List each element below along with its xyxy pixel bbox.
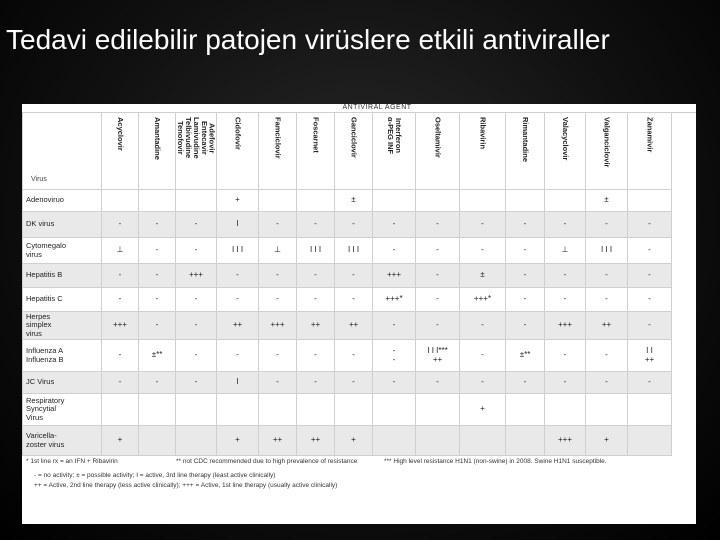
activity-cell: - <box>176 312 217 340</box>
activity-cell: - <box>628 312 672 340</box>
activity-cell: - <box>506 238 545 264</box>
activity-cell: - <box>102 212 139 238</box>
activity-cell: - <box>416 288 460 312</box>
activity-cell <box>176 394 217 426</box>
activity-cell <box>460 190 506 212</box>
activity-cell: I I I <box>335 238 373 264</box>
activity-cell <box>373 394 416 426</box>
footnote-1: * 1st line rx = an IFN + Ribavirin <box>26 458 118 465</box>
activity-cell: - <box>373 212 416 238</box>
activity-cell: - <box>102 372 139 394</box>
table-row <box>23 288 672 312</box>
activity-cell: I I I*** ++ <box>416 340 460 372</box>
activity-cell: ++ <box>297 312 335 340</box>
activity-cell: + <box>586 426 628 456</box>
activity-cell: - <box>460 212 506 238</box>
column-header: Oseltamivir <box>416 113 460 190</box>
activity-cell: I <box>217 372 259 394</box>
activity-cell: - <box>628 238 672 264</box>
activity-cell <box>545 190 586 212</box>
activity-cell <box>217 394 259 426</box>
activity-cell <box>416 426 460 456</box>
activity-cell: - <box>545 288 586 312</box>
virus-name-cell: JC Virus <box>23 372 102 394</box>
activity-cell: - - <box>373 340 416 372</box>
activity-cell: - <box>139 312 176 340</box>
virus-name-cell: Adenoviruo <box>23 190 102 212</box>
activity-cell: - <box>586 264 628 288</box>
virus-name-cell: Respiratory Syncytial Virus <box>23 394 102 426</box>
activity-cell: - <box>416 372 460 394</box>
activity-cell: - <box>373 312 416 340</box>
activity-cell: - <box>102 340 139 372</box>
activity-cell: - <box>176 238 217 264</box>
activity-cell: - <box>139 264 176 288</box>
activity-cell <box>176 426 217 456</box>
activity-cell <box>139 190 176 212</box>
activity-cell: + <box>460 394 506 426</box>
activity-cell <box>297 190 335 212</box>
activity-cell: ±** <box>506 340 545 372</box>
activity-cell: ⊥ <box>102 238 139 264</box>
agent-header: ANTIVIRAL AGENT <box>342 104 412 111</box>
activity-cell: - <box>297 264 335 288</box>
virus-name-cell: Hepatitis C <box>23 288 102 312</box>
column-header: Zanamivir <box>628 113 672 190</box>
activity-cell <box>628 190 672 212</box>
activity-cell <box>506 190 545 212</box>
activity-cell: - <box>297 212 335 238</box>
activity-cell <box>628 426 672 456</box>
activity-cell: I <box>217 212 259 238</box>
activity-cell: - <box>506 312 545 340</box>
activity-cell: ±** <box>139 340 176 372</box>
table-header-row <box>23 113 672 190</box>
virus-name-cell: DK virus <box>23 212 102 238</box>
activity-cell: - <box>297 340 335 372</box>
activity-cell: ± <box>586 190 628 212</box>
activity-cell: - <box>460 340 506 372</box>
activity-cell: - <box>506 264 545 288</box>
table-row <box>23 372 672 394</box>
legend-line-1: - = no activity; ± = possible activity; I = active, 3rd line therapy (least active clinically) <box>34 472 276 479</box>
activity-cell: - <box>335 340 373 372</box>
virus-name-cell: Cytomegalo virus <box>23 238 102 264</box>
virus-name-cell: Herpes simplex virus <box>23 312 102 340</box>
activity-cell: - <box>545 372 586 394</box>
activity-cell: + <box>102 426 139 456</box>
activity-cell: +++ <box>545 312 586 340</box>
activity-cell <box>628 394 672 426</box>
column-header: Cidofovir <box>217 113 259 190</box>
activity-cell: +++* <box>373 288 416 312</box>
table-row <box>23 426 672 456</box>
activity-cell <box>259 394 297 426</box>
activity-cell <box>102 394 139 426</box>
activity-cell: - <box>335 212 373 238</box>
column-header: Adefovir Entecavir Lamivudine Telbivudine Tenofovir <box>176 113 217 190</box>
activity-cell: - <box>586 288 628 312</box>
column-header: Interferon α-PEG INF <box>373 113 416 190</box>
activity-cell: - <box>586 212 628 238</box>
activity-cell: I I I <box>297 238 335 264</box>
table-row <box>23 394 672 426</box>
activity-cell: +++ <box>373 264 416 288</box>
activity-cell: ⊥ <box>259 238 297 264</box>
antiviral-table-image <box>22 104 696 524</box>
activity-cell: - <box>217 288 259 312</box>
activity-cell: - <box>628 372 672 394</box>
activity-cell <box>102 190 139 212</box>
table-row <box>23 212 672 238</box>
activity-cell: - <box>416 264 460 288</box>
activity-cell: I I I <box>217 238 259 264</box>
activity-cell: - <box>545 340 586 372</box>
table-row <box>23 264 672 288</box>
activity-cell: - <box>460 312 506 340</box>
activity-cell: ⊥ <box>545 238 586 264</box>
activity-cell: +++* <box>460 288 506 312</box>
activity-cell: ± <box>460 264 506 288</box>
activity-cell: - <box>217 264 259 288</box>
virus-name-cell: Influenza A Influenza B <box>23 340 102 372</box>
activity-cell <box>373 426 416 456</box>
activity-cell: - <box>139 238 176 264</box>
column-header: Valganciclovir <box>586 113 628 190</box>
virus-column-header: Virus <box>23 113 102 190</box>
activity-cell: I I ++ <box>628 340 672 372</box>
footnote-2: ** not CDC recommended due to high prevalence of resistance <box>176 458 358 465</box>
activity-cell <box>460 426 506 456</box>
activity-cell <box>586 394 628 426</box>
column-header: Ribavirin <box>460 113 506 190</box>
activity-cell: - <box>460 372 506 394</box>
table-body <box>23 190 672 456</box>
activity-cell: - <box>176 212 217 238</box>
activity-cell: - <box>102 288 139 312</box>
antiviral-table <box>22 112 672 456</box>
table-row <box>23 238 672 264</box>
activity-cell: - <box>176 372 217 394</box>
activity-cell: - <box>545 264 586 288</box>
column-header: Ganciclovir <box>335 113 373 190</box>
column-header: Amantadine <box>139 113 176 190</box>
activity-cell: - <box>506 372 545 394</box>
column-header: Valacyclovir <box>545 113 586 190</box>
activity-cell: - <box>297 288 335 312</box>
activity-cell: +++ <box>259 312 297 340</box>
virus-name-cell: Varicella- zoster virus <box>23 426 102 456</box>
activity-cell: I I I <box>586 238 628 264</box>
activity-cell <box>297 394 335 426</box>
activity-cell: - <box>545 212 586 238</box>
activity-cell: - <box>506 212 545 238</box>
activity-cell <box>373 190 416 212</box>
activity-cell: - <box>335 288 373 312</box>
activity-cell: - <box>460 238 506 264</box>
column-header: Acyclovir <box>102 113 139 190</box>
legend-line-2: ++ = Active, 2nd line therapy (less active clinically); +++ = Active, 1st line therapy (usually active clinically) <box>34 482 338 489</box>
activity-cell <box>416 190 460 212</box>
activity-cell: - <box>259 372 297 394</box>
activity-cell: - <box>373 372 416 394</box>
activity-cell <box>259 190 297 212</box>
activity-cell: - <box>259 264 297 288</box>
activity-cell: - <box>259 340 297 372</box>
activity-cell: + <box>217 426 259 456</box>
activity-cell: ± <box>335 190 373 212</box>
slide-title: Tedavi edilebilir patojen virüslere etkili antiviraller <box>6 24 610 55</box>
activity-cell <box>416 394 460 426</box>
activity-cell: - <box>176 288 217 312</box>
activity-cell: ++ <box>335 312 373 340</box>
activity-cell: +++ <box>176 264 217 288</box>
activity-cell: - <box>139 372 176 394</box>
activity-cell: - <box>259 212 297 238</box>
activity-cell <box>139 394 176 426</box>
activity-cell: - <box>102 264 139 288</box>
activity-cell: + <box>217 190 259 212</box>
activity-cell: - <box>335 264 373 288</box>
activity-cell: - <box>628 288 672 312</box>
activity-cell <box>335 394 373 426</box>
activity-cell: - <box>176 340 217 372</box>
activity-cell: - <box>416 212 460 238</box>
activity-cell: - <box>217 340 259 372</box>
virus-name-cell: Hepatitis B <box>23 264 102 288</box>
activity-cell <box>139 426 176 456</box>
activity-cell <box>545 394 586 426</box>
footnote-3: *** High level resistance H1N1 (non-swine) in 2008. Swine H1N1 susceptible. <box>384 458 607 465</box>
activity-cell: - <box>586 340 628 372</box>
activity-cell: +++ <box>545 426 586 456</box>
column-header: Foscarnet <box>297 113 335 190</box>
activity-cell: + <box>335 426 373 456</box>
activity-cell: - <box>335 372 373 394</box>
column-header: Rimantadine <box>506 113 545 190</box>
activity-cell: - <box>628 264 672 288</box>
activity-cell: - <box>586 372 628 394</box>
activity-cell: - <box>506 288 545 312</box>
activity-cell: - <box>416 238 460 264</box>
activity-cell: ++ <box>586 312 628 340</box>
activity-cell: ++ <box>259 426 297 456</box>
activity-cell: - <box>259 288 297 312</box>
activity-cell: - <box>139 212 176 238</box>
activity-cell: - <box>139 288 176 312</box>
activity-cell <box>506 394 545 426</box>
activity-cell: - <box>628 212 672 238</box>
table-row <box>23 190 672 212</box>
column-header: Famciclovir <box>259 113 297 190</box>
activity-cell <box>176 190 217 212</box>
activity-cell: ++ <box>297 426 335 456</box>
activity-cell: +++ <box>102 312 139 340</box>
activity-cell: - <box>373 238 416 264</box>
activity-cell: ++ <box>217 312 259 340</box>
activity-cell: - <box>297 372 335 394</box>
activity-cell <box>506 426 545 456</box>
table-row <box>23 312 672 340</box>
table-row <box>23 340 672 372</box>
activity-cell: - <box>416 312 460 340</box>
